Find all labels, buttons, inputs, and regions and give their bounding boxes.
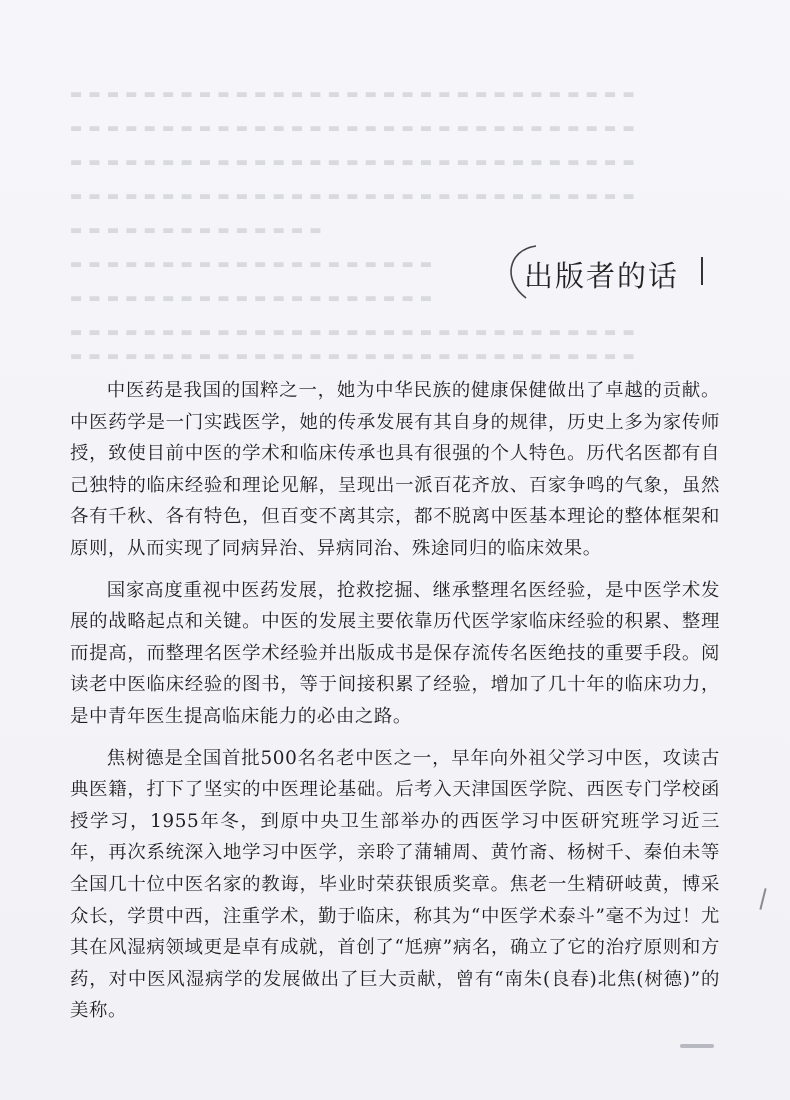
bleed-through-line: ▬ ▬ ▬ ▬ ▬ ▬ ▬ ▬ ▬ ▬ ▬ ▬ ▬ ▬ ▬ ▬ ▬ ▬ ▬ ▬ xyxy=(70,291,434,306)
bleed-through-line: ▬ ▬ ▬ ▬ ▬ ▬ ▬ ▬ ▬ ▬ ▬ ▬ ▬ ▬ ▬ ▬ ▬ ▬ ▬ ▬ ▬ ▬ ▬ ▬ ▬ ▬ ▬ ▬ ▬ ▬ ▬ xyxy=(70,325,636,340)
bleed-through-line: ▬ ▬ ▬ ▬ ▬ ▬ ▬ ▬ ▬ ▬ ▬ ▬ ▬ ▬ ▬ ▬ ▬ ▬ ▬ ▬ ▬ ▬ ▬ ▬ ▬ ▬ ▬ ▬ ▬ ▬ ▬ xyxy=(70,87,636,102)
paragraph: 中医药是我国的国粹之一，她为中华民族的健康保健做出了卓越的贡献。中医药学是一门实践医学，她的传承发展有其自身的规律，历史上多为家传师授，致使目前中医的学术和临床传承也具有很强的个人特色。历代名医都有自己独特的临床经验和理论见解，呈现出一派百花齐放、百家争鸣的气象，虽然各有千秋、各有特色，但百变不离其宗，都不脱离中医基本理论的整体框架和原则，从而实现了同病异治、异病同治、殊途同归的临床效果。 xyxy=(70,380,720,559)
bleed-through-line: ▬ ▬ ▬ ▬ ▬ ▬ ▬ ▬ ▬ ▬ ▬ ▬ ▬ ▬ ▬ ▬ ▬ ▬ ▬ ▬ ▬ ▬ ▬ ▬ ▬ ▬ ▬ ▬ ▬ ▬ ▬ xyxy=(70,189,636,204)
page-title: 出版者的话 xyxy=(524,259,680,293)
section-heading xyxy=(496,240,726,304)
paragraph: 焦树德是全国首批500名名老中医之一，早年向外祖父学习中医，攻读古典医籍，打下了坚实的中医理论基础。后考入天津国医学院、西医专门学校函授学习，1955年冬，到原中央卫生部举办的西医学习中医研究班学习近三年，再次系统深入地学习中医学，亲聆了蒲辅周、黄竹斋、杨树千、秦伯未等全国几十位中医名家的教诲，毕业时荣获银质奖章。焦老一生精研岐黄，博采众长，学贯中西，注重学术，勤于临床，称其为“中医学术泰斗”毫不为过！尤其在风湿病领域更是卓有成就，首创了“尪痹”病名，确立了它的治疗原则和方药，对中医风湿病学的发展做出了巨大贡献，曾有“南朱(良春)北焦(树德)”的美称。 xyxy=(70,747,720,1022)
heading-vertical-bar xyxy=(701,257,703,285)
scan-mark xyxy=(680,1044,714,1048)
bleed-through-line: ▬ ▬ ▬ ▬ ▬ ▬ ▬ ▬ ▬ ▬ ▬ ▬ ▬ ▬ xyxy=(70,223,323,238)
bleed-through-line: ▬ ▬ ▬ ▬ ▬ ▬ ▬ ▬ ▬ ▬ ▬ ▬ ▬ ▬ ▬ ▬ ▬ ▬ ▬ ▬ ▬ ▬ ▬ ▬ ▬ ▬ ▬ ▬ ▬ ▬ ▬ xyxy=(70,349,636,364)
bleed-through-line: ▬ ▬ ▬ ▬ ▬ ▬ ▬ ▬ ▬ ▬ ▬ ▬ ▬ ▬ ▬ ▬ ▬ ▬ ▬ ▬ xyxy=(70,257,434,272)
body-text xyxy=(70,375,720,1037)
paragraph: 国家高度重视中医药发展，抢救挖掘、继承整理名医经验，是中医学术发展的战略起点和关键。中医的发展主要依靠历代医学家临床经验的积累、整理而提高，而整理名医学术经验并出版成书是保存流传名医绝技的重要手段。阅读老中医临床经验的图书，等于间接积累了经验，增加了几十年的临床功力，是中青年医生提高临床能力的必由之路。 xyxy=(70,579,720,727)
bleed-through-line: ▬ ▬ ▬ ▬ ▬ ▬ ▬ ▬ ▬ ▬ ▬ ▬ ▬ ▬ ▬ ▬ ▬ ▬ ▬ ▬ ▬ ▬ ▬ ▬ ▬ ▬ ▬ ▬ ▬ ▬ ▬ xyxy=(70,121,636,136)
bleed-through-line: ▬ ▬ ▬ ▬ ▬ ▬ ▬ ▬ ▬ ▬ ▬ ▬ ▬ ▬ ▬ ▬ ▬ ▬ ▬ ▬ ▬ ▬ ▬ ▬ ▬ ▬ ▬ ▬ ▬ ▬ ▬ xyxy=(70,155,636,170)
scan-mark xyxy=(759,888,766,910)
